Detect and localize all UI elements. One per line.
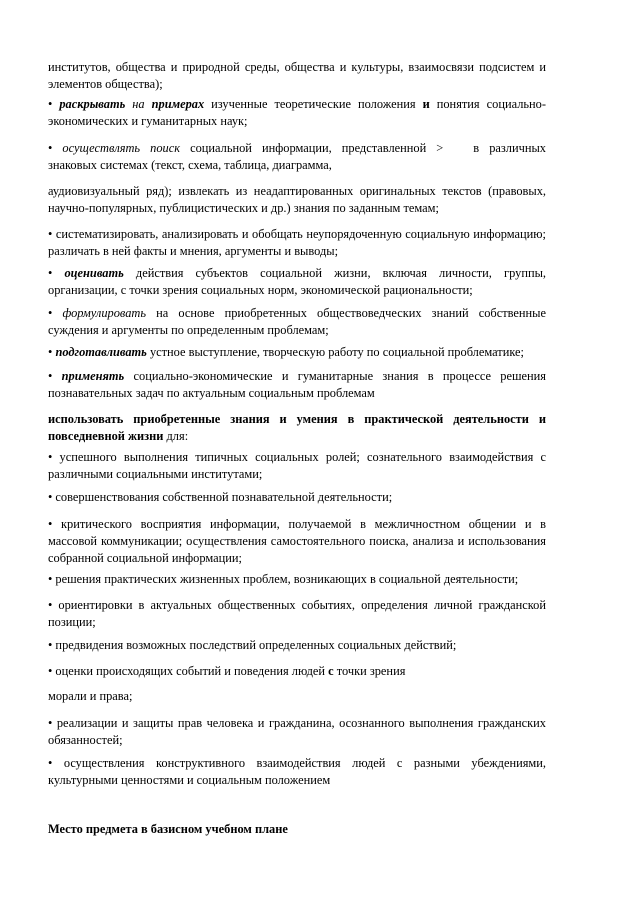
keyword-apply: применять: [61, 369, 125, 383]
paragraph-text-continued: в различных знаковых системах (текст, схема, таблица, диаграмма,: [48, 141, 546, 172]
heading-use-knowledge: использовать приобретенные знания и умения в практической деятельности и повседневной жизни: [48, 412, 546, 443]
paragraph-search-info: [48, 140, 546, 174]
bullet: •: [48, 141, 63, 155]
bullet: •: [48, 97, 60, 111]
paragraph-text: социально-экономические и гуманитарные знания в процессе решения познавательных задач по актуальным социальным проблемам: [48, 369, 546, 400]
keyword-search: осуществлять поиск: [62, 141, 181, 155]
paragraph-text-continued: понятия социально-экономических и гуманитарных наук;: [48, 97, 546, 128]
bullet: •: [48, 306, 63, 320]
paragraph-text: устное выступление, творческую работу по социальной проблематике;: [146, 345, 525, 359]
paragraph-prepare: [48, 344, 546, 361]
paragraph-text: действия субъектов социальной жизни, включая личности, группы, организации, с точки зрения социальных норм, экономической рациональности;: [48, 266, 546, 297]
paragraph-foresight: • предвидения возможных последствий определенных социальных действий;: [48, 638, 457, 652]
keyword-evaluate: оценивать: [64, 266, 124, 280]
keyword-formulate: формулировать: [62, 306, 146, 320]
paragraph-systematize: • систематизировать, анализировать и обобщать неупорядоченную социальную информацию; различать в ней факты и мнения, аргументы и выводы;: [48, 227, 546, 258]
paragraph-text: для:: [163, 429, 189, 443]
paragraph-evaluate: [48, 265, 546, 299]
paragraph-practical-problems: • решения практических жизненных проблем, возникающих в социальной деятельности;: [48, 572, 519, 586]
conjunction-and: и: [422, 97, 430, 111]
bullet: •: [48, 345, 56, 359]
paragraph-cognitive: • совершенствования собственной познавательной деятельности;: [48, 490, 393, 504]
paragraph-audiovisual: аудиовизуальный ряд); извлекать из неадаптированных оригинальных текстов (правовых, научно-популярных, публицистических и др.) знания по заданным темам;: [48, 184, 546, 215]
paragraph-text: • оценки происходящих событий и поведения людей: [48, 664, 329, 678]
paragraph-use-knowledge: [48, 411, 546, 445]
paragraph-reveal-examples: [48, 96, 546, 130]
keyword-prepare: подготавливать: [55, 345, 147, 359]
preposition-with: с: [328, 664, 334, 678]
bullet: •: [48, 369, 62, 383]
section-heading: Место предмета в базисном учебном плане: [48, 822, 288, 836]
paragraph-formulate: [48, 305, 546, 339]
paragraph-text: на основе приобретенных обществоведческих знаний собственные суждения и аргументы по определенным проблемам;: [48, 306, 546, 337]
paragraph-text-continued: точки зрения: [333, 664, 406, 678]
keyword-on: на: [125, 97, 152, 111]
paragraph-critical-perception: • критического восприятия информации, получаемой в межличностном общении и в массовой коммуникации; осуществления самостоятельного поиска, анализа и использования собранной социальной информации;: [48, 517, 546, 565]
paragraph-apply: [48, 368, 546, 402]
paragraph-morals: морали и права;: [48, 689, 133, 703]
paragraph-social-roles: • успешного выполнения типичных социальных ролей; сознательного взаимодействия с различными социальными институтами;: [48, 450, 546, 481]
keyword-examples: примерах: [151, 97, 205, 111]
keyword-reveal: раскрывать: [59, 97, 126, 111]
paragraph-text: изученные теоретические положения: [204, 97, 423, 111]
bullet: •: [48, 266, 65, 280]
paragraph-interaction: • осуществления конструктивного взаимодействия людей с разными убеждениями, культурными ценностями и социальным положением: [48, 756, 546, 787]
paragraph-institutions: институтов, общества и природной среды, общества и культуры, взаимосвязи подсистем и элементов общества);: [48, 60, 546, 91]
paragraph-text: социальной информации, представленной >: [180, 141, 444, 155]
paragraph-orientation: • ориентировки в актуальных общественных событиях, определения личной гражданской позиции;: [48, 598, 546, 629]
paragraph-assess-events: [48, 663, 546, 680]
paragraph-rights: • реализации и защиты прав человека и гражданина, осознанного выполнения гражданских обязанностей;: [48, 716, 546, 747]
